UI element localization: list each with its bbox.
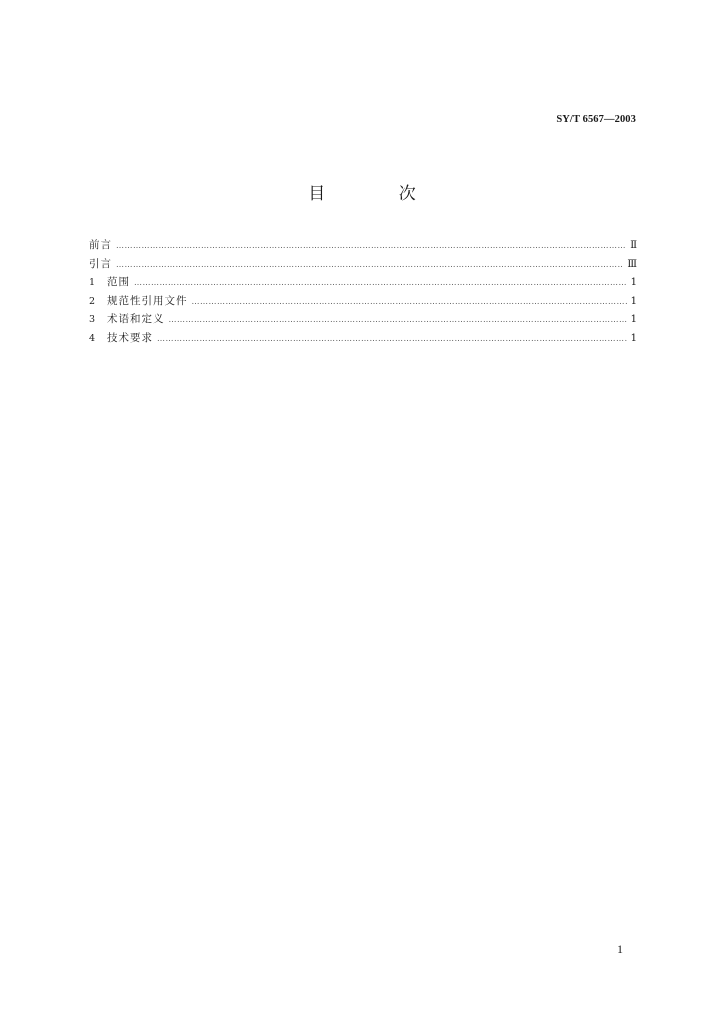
toc-title: 目 次: [308, 184, 450, 204]
toc-entry-number: 4: [89, 332, 96, 344]
toc-entry-page: 1: [630, 332, 637, 344]
toc-entry-page: 1: [630, 295, 637, 307]
toc-entry-text: 范围: [107, 276, 130, 288]
toc-entry-normative-references[interactable]: [89, 292, 637, 311]
toc-leader-dots: [169, 311, 627, 330]
toc-entry-text: 规范性引用文件: [107, 294, 188, 307]
toc-leader-dots: [116, 237, 626, 256]
toc-entry-text: 技术要求: [107, 331, 153, 344]
toc-leader-dots: [134, 274, 627, 293]
standard-number: SY/T 6567—2003: [556, 114, 636, 125]
toc-entry-page: Ⅱ: [630, 240, 637, 251]
toc-entry-page: 1: [630, 314, 637, 325]
toc-entry-page: 1: [630, 277, 637, 288]
toc-entry-page: Ⅲ: [627, 258, 637, 270]
page-number: 1: [617, 942, 623, 956]
toc-entry-introduction[interactable]: [89, 255, 637, 274]
toc-entry-technical-requirements[interactable]: [89, 329, 637, 348]
toc-entry-terms-definitions[interactable]: [89, 310, 637, 329]
toc-entry-number: 1: [89, 277, 96, 288]
toc-entry-text: 前言: [89, 239, 112, 251]
toc-entry-number: 2: [89, 295, 96, 307]
toc-entry-text: 术语和定义: [107, 313, 165, 325]
toc-entry-foreword[interactable]: [89, 236, 637, 255]
table-of-contents: [89, 236, 637, 347]
toc-entry-scope[interactable]: [89, 273, 637, 292]
toc-leader-dots: [116, 256, 623, 275]
toc-leader-dots: [157, 330, 627, 349]
toc-entry-text: 引言: [89, 257, 112, 270]
toc-entry-number: 3: [89, 314, 96, 325]
toc-leader-dots: [192, 293, 627, 312]
